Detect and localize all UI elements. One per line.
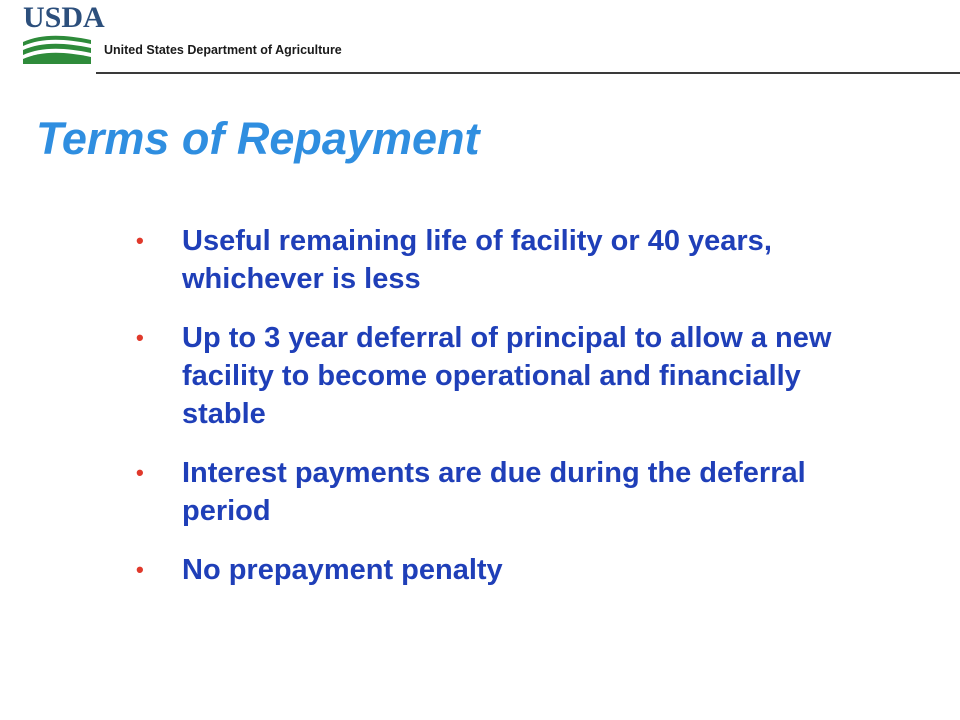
bullet-dot-icon: • — [136, 557, 144, 582]
header-divider — [96, 72, 960, 74]
bullet-dot-icon: • — [136, 325, 144, 350]
bullet-text: No prepayment penalty — [182, 554, 503, 586]
bullet-item — [130, 454, 850, 530]
agency-name: United States Department of Agriculture — [104, 43, 342, 57]
slide-header — [0, 0, 960, 76]
slide-title: Terms of Repayment — [36, 113, 480, 164]
bullet-text: Up to 3 year deferral of principal to allow a new facility to become operational and financially stable — [182, 322, 832, 430]
bullet-item — [130, 319, 850, 433]
bullet-item — [130, 222, 850, 298]
bullet-list — [130, 222, 850, 610]
bullet-dot-icon: • — [136, 460, 144, 485]
usda-logo-text: USDA — [23, 1, 105, 34]
bullet-text: Useful remaining life of facility or 40 years, whichever is less — [182, 225, 772, 295]
bullet-text: Interest payments are due during the deferral period — [182, 457, 806, 527]
bullet-dot-icon: • — [136, 228, 144, 253]
bullet-item — [130, 551, 850, 589]
